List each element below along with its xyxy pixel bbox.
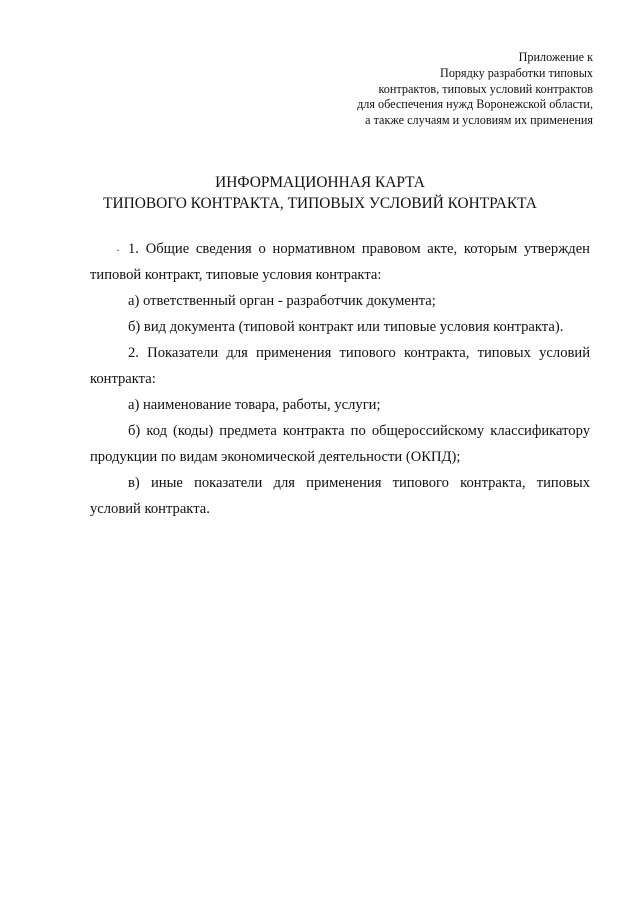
paragraph-2a: а) наименование товара, работы, услуги; <box>128 397 381 413</box>
annex-line-3: контрактов, типовых условий контрактов <box>378 81 593 96</box>
annex-line-4: для обеспечения нужд Воронежской области, <box>357 97 593 112</box>
paragraph-2c: в) иные показатели для применения типового контракта, типовых условий контракта. <box>90 475 590 517</box>
paragraph-1b: б) вид документа (типовой контракт или типовые условия контракта). <box>128 319 564 335</box>
paragraph-1: 1. Общие сведения о нормативном правовом акте, которым утвержден типовой контракт, типовые условия контракта: <box>90 241 590 283</box>
paragraph-2: 2. Показатели для применения типового контракта, типовых условий контракта: <box>90 345 590 387</box>
document-body <box>90 236 590 522</box>
annex-line-2: Порядку разработки типовых <box>440 65 593 80</box>
paragraph-1a: а) ответственный орган - разработчик документа; <box>128 293 436 309</box>
annex-line-5: а также случаям и условиям их применения <box>365 113 593 128</box>
title-line-2: ТИПОВОГО КОНТРАКТА, ТИПОВЫХ УСЛОВИЙ КОНТРАКТА <box>103 195 537 212</box>
annex-header <box>293 50 593 129</box>
title-line-1: ИНФОРМАЦИОННАЯ КАРТА <box>215 174 425 191</box>
paragraph-2b: б) код (коды) предмета контракта по общероссийскому классификатору продукции по видам экономической деятельности (ОКПД); <box>90 423 590 465</box>
document-title <box>90 172 550 214</box>
annex-line-1: Приложение к <box>518 50 593 64</box>
scan-dot-mark: · <box>116 243 120 257</box>
